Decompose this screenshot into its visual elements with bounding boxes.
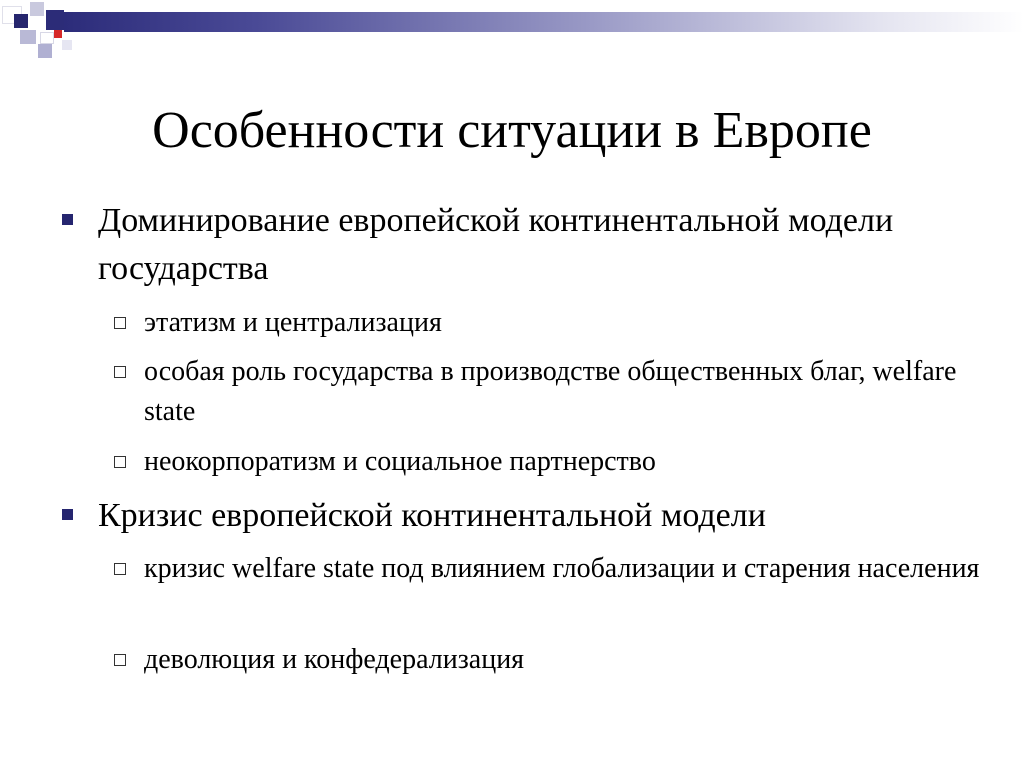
sub-bullet-text: этатизм и централизация	[144, 307, 442, 338]
hollow-square-bullet-icon	[114, 366, 126, 378]
sub-bullet-item	[144, 442, 984, 482]
hollow-square-bullet-icon	[114, 563, 126, 575]
hollow-square-bullet-icon	[114, 654, 126, 666]
square-bullet-icon	[62, 214, 73, 225]
hollow-square-bullet-icon	[114, 317, 126, 329]
sub-bullet-item	[144, 352, 984, 432]
sub-bullet-item	[144, 549, 984, 589]
bullet-text: Кризис европейской континентальной модели	[98, 497, 766, 534]
header-mosaic-decoration	[0, 0, 80, 64]
sub-bullet-text: кризис welfare state под влиянием глобализации и старения населения	[144, 553, 980, 584]
slide-title: Особенности ситуации в Европе	[152, 102, 872, 159]
sub-bullet-item	[144, 303, 984, 343]
sub-bullet-item	[144, 640, 984, 680]
bullet-text: Доминирование европейской континентальной модели государства	[98, 202, 894, 287]
bullet-item	[98, 197, 978, 293]
bullet-item	[98, 492, 978, 540]
header-gradient-bar	[64, 12, 1024, 32]
square-bullet-icon	[62, 509, 73, 520]
sub-bullet-text: неокорпоратизм и социальное партнерство	[144, 446, 656, 477]
hollow-square-bullet-icon	[114, 456, 126, 468]
sub-bullet-text: особая роль государства в производстве общественных благ, welfare state	[144, 356, 957, 427]
sub-bullet-text: деволюция и конфедерализация	[144, 644, 525, 675]
